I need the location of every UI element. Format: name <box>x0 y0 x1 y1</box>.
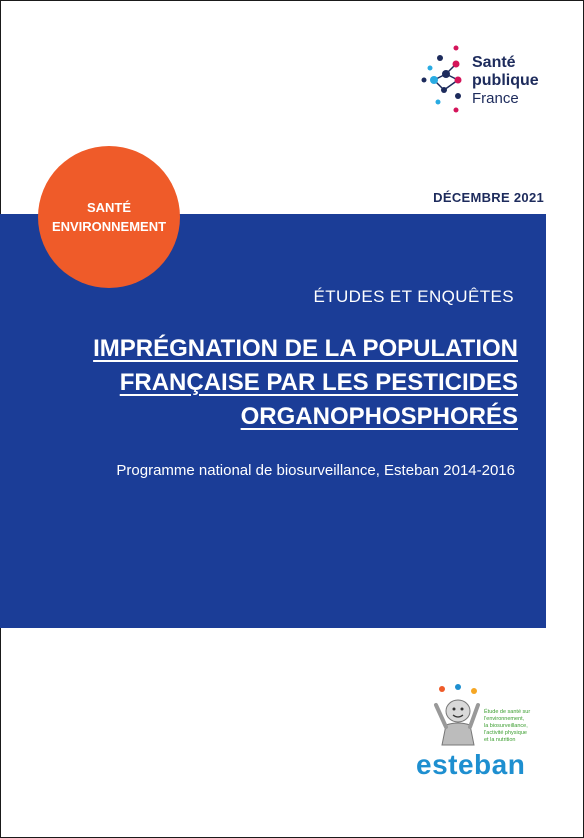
publisher-name-line3: France <box>472 90 519 107</box>
title-line3: ORGANOPHOSPHORÉS <box>240 403 518 430</box>
title-line2: FRANÇAISE PAR LES PESTICIDES <box>119 369 518 396</box>
esteban-caption-line: Étude de santé sur <box>484 709 531 715</box>
publication-date: DÉCEMBRE 2021 <box>433 190 544 205</box>
theme-badge-line1: SANTÉ <box>86 200 132 215</box>
esteban-caption-line: l'environnement, <box>484 716 525 722</box>
esteban-logo <box>410 683 550 783</box>
publisher-name-line1: Santé <box>472 54 516 71</box>
network-dots-icon <box>420 40 470 118</box>
theme-badge-line2: ENVIRONNEMENT <box>51 219 167 234</box>
esteban-caption-line: l'activité physique <box>484 730 527 736</box>
esteban-caption-line: et la nutrition <box>484 737 516 743</box>
esteban-wordmark: esteban <box>416 749 526 780</box>
publisher-name <box>472 54 539 108</box>
category-label: ÉTUDES ET ENQUÊTES <box>313 287 514 306</box>
publisher-name-line2: publique <box>472 72 539 89</box>
sante-publique-france-logo <box>420 40 560 118</box>
title-line1: IMPRÉGNATION DE LA POPULATION <box>93 335 518 362</box>
esteban-caption <box>484 709 554 744</box>
document-title <box>48 332 518 434</box>
juggling-child-icon <box>428 683 488 751</box>
theme-badge <box>38 146 180 288</box>
document-subtitle: Programme national de biosurveillance, Esteban 2014-2016 <box>116 462 515 479</box>
esteban-caption-line: la biosurveillance, <box>484 723 528 729</box>
